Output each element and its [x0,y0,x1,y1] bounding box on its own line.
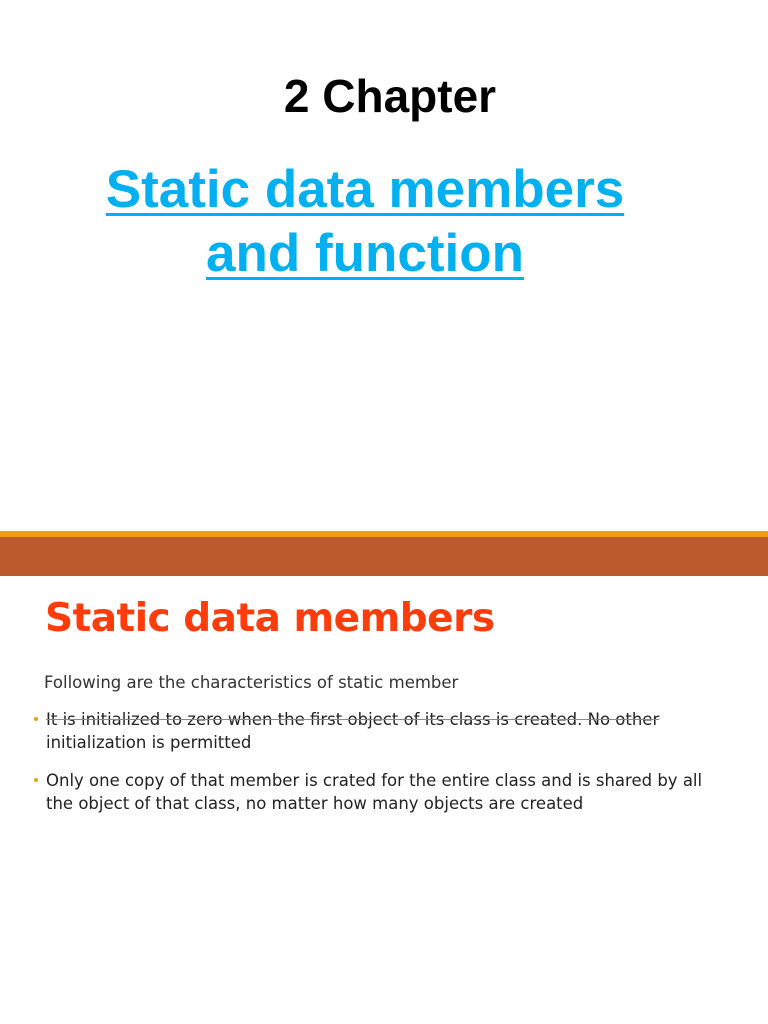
list-item [36,708,730,754]
slide-static-data-members [0,576,768,1024]
main-title-line-1: Static data members [105,160,625,219]
section-heading: Static data members [45,596,495,641]
slide-divider-bar [0,537,768,576]
main-title-line-2: and function [206,224,524,283]
list-item [36,769,730,815]
bullet-dot-icon [34,778,38,782]
list-item-line-2: initialization is permitted [46,733,252,752]
chapter-label: 2 Chapter [283,70,497,122]
characteristics-list [36,708,730,830]
list-item-line-1: Only one copy of that member is crated for the entire class and is shared by all [46,771,703,790]
main-title [0,158,730,286]
bullet-dot-icon [34,717,38,721]
list-item-line-2: the object of that class, no matter how many objects are created [46,794,584,813]
list-item-line-1: It is initialized to zero when the first object of its class is created. No other [46,710,660,729]
intro-text: Following are the characteristics of static member [44,673,459,692]
